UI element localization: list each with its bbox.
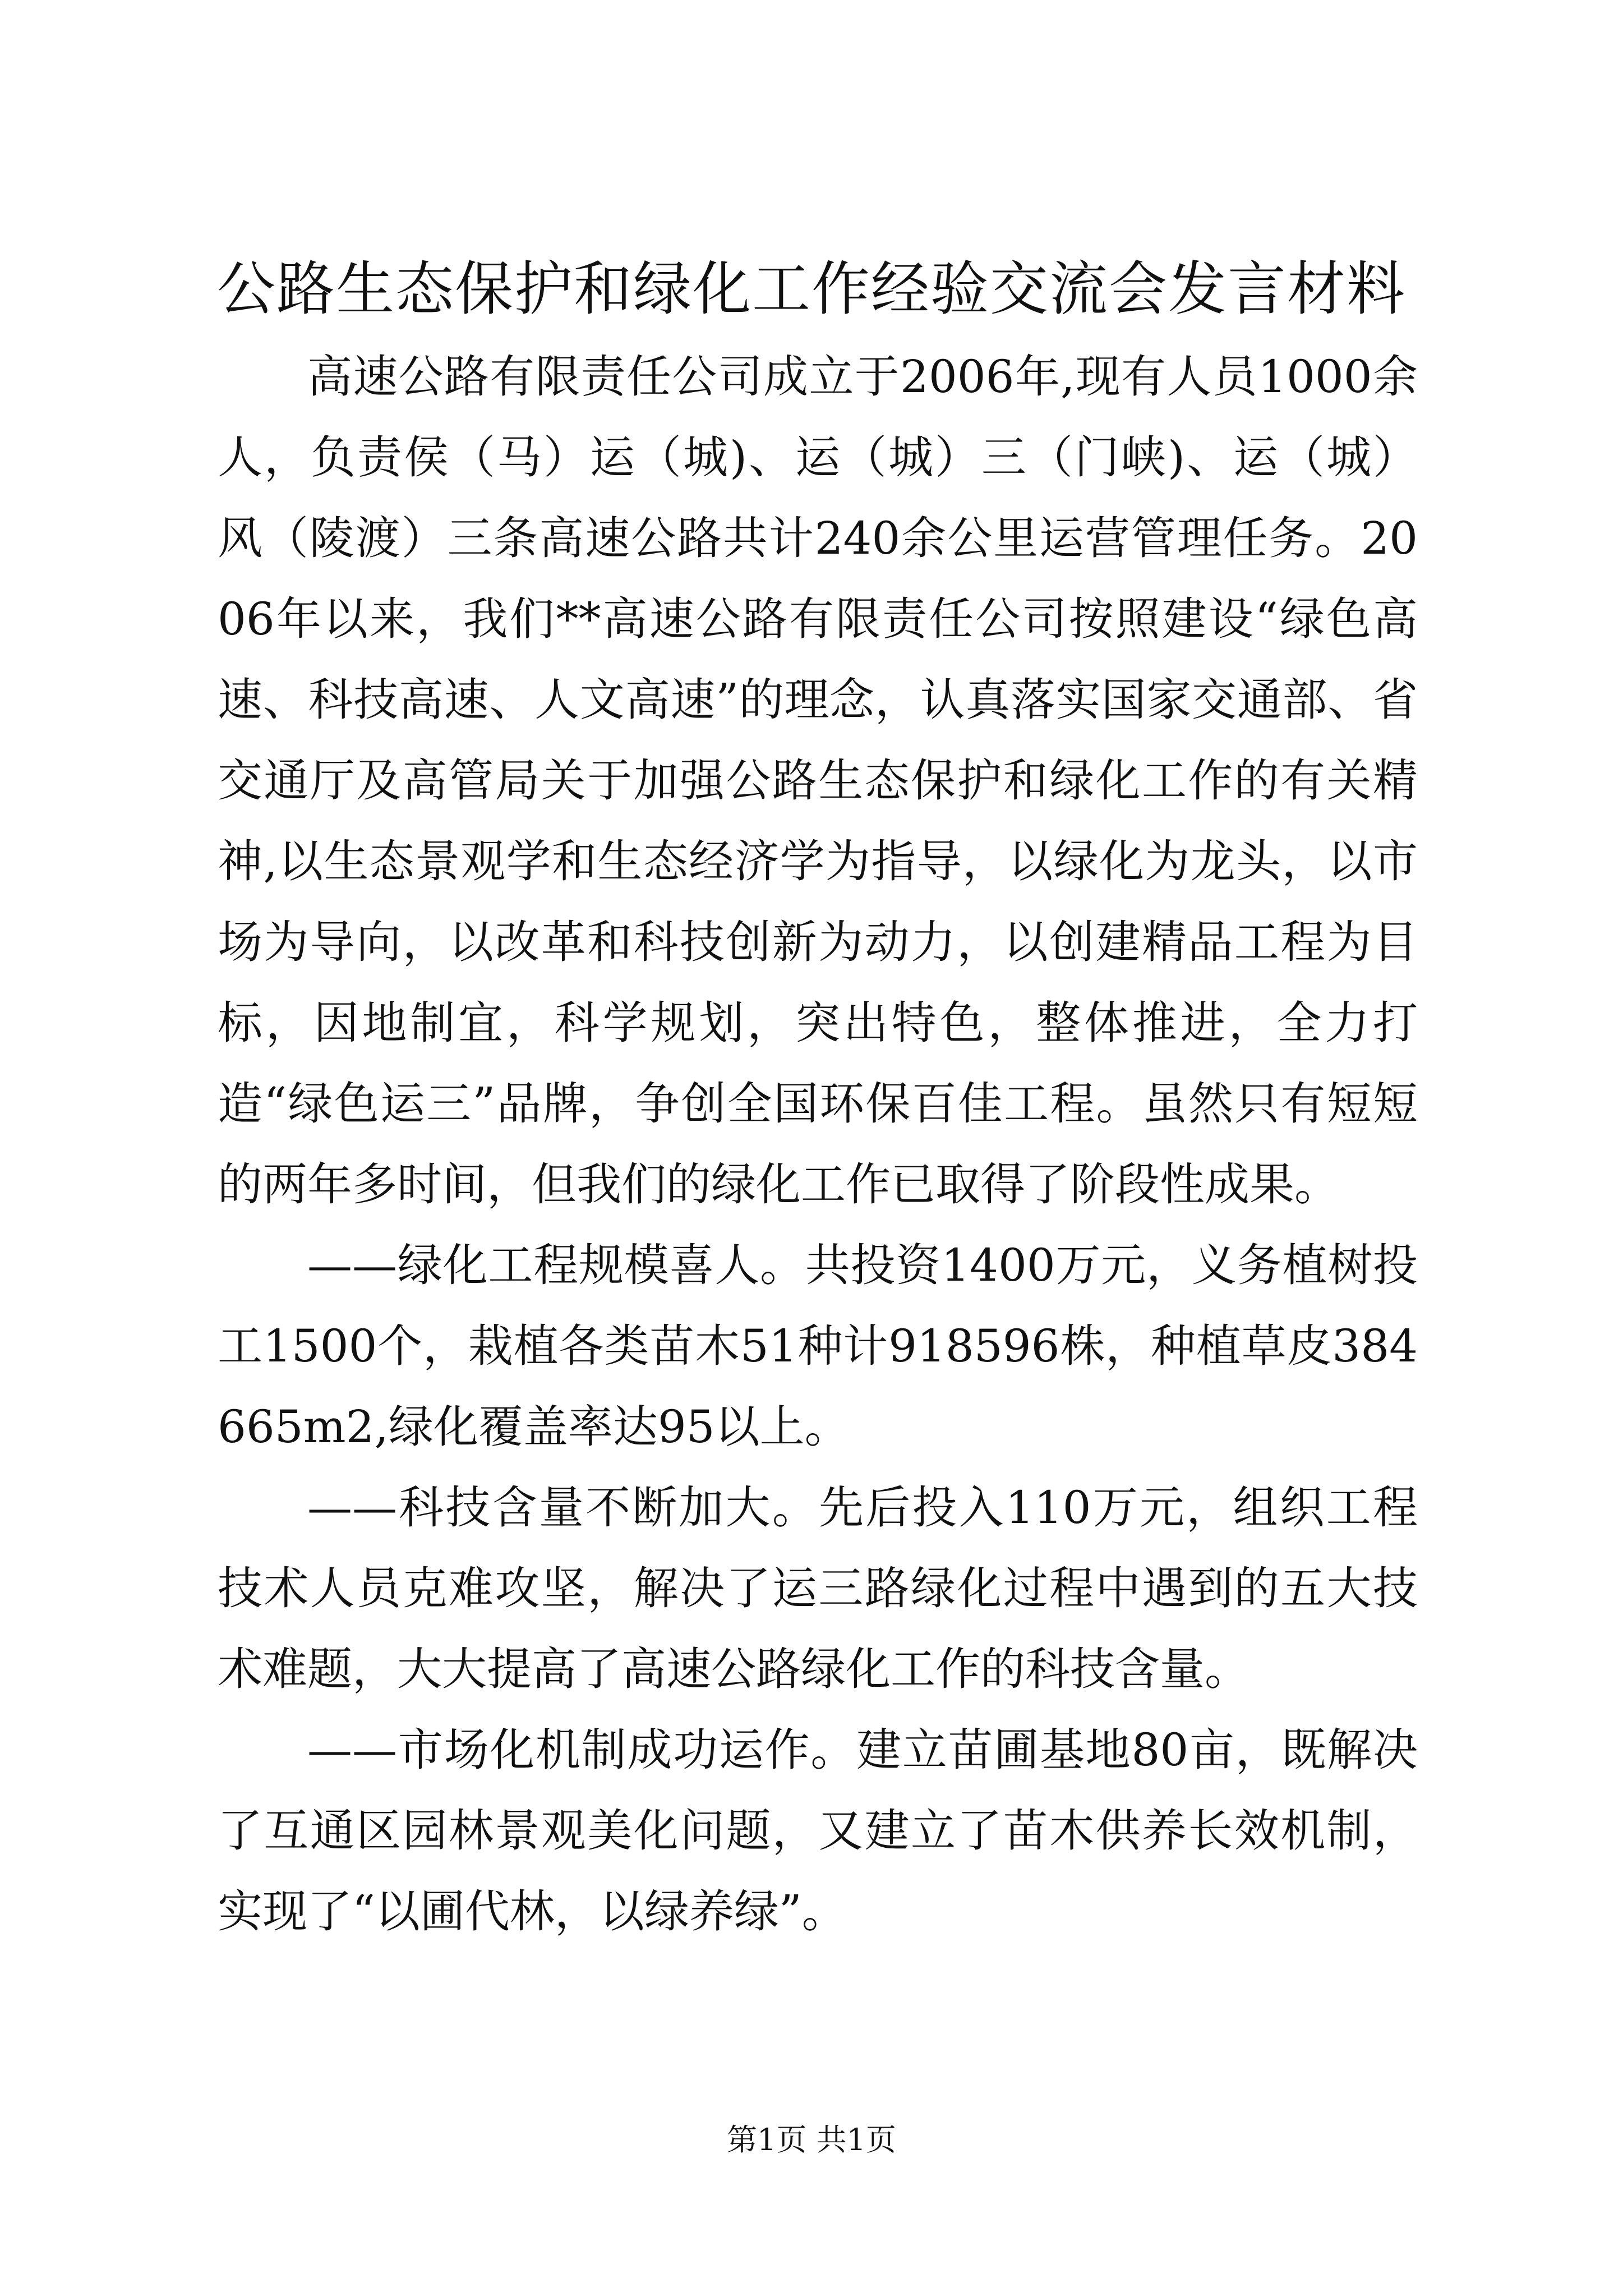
- page-number-footer: 第1页 共1页: [727, 2122, 896, 2157]
- paragraph-intro: 高速公路有限责任公司成立于2006年,现有人员1000余人，负责侯（马）运（城)、运（城）三（门峡)、运（城）风（陵渡）三条高速公路共计240余公里运营管理任务。2006年以来，我们**高速公路有限责任公司按照建设“绿色高速、科技高速、人文高速”的理念，认真落实国家交通部、省交通厅及高管局关于加强公路生态保护和绿化工作的有关精神,以生态景观学和生态经济学为指导，以绿化为龙头，以市场为导向，以改革和科技创新为动力，以创建精品工程为目标，因地制宜，科学规划，突出特色，整体推进，全力打造“绿色运三”品牌，争创全国环保百佳工程。虽然只有短短的两年多时间，但我们的绿化工作已取得了阶段性成果。: [218, 351, 1418, 1211]
- paragraph-technology: ——科技含量不断加大。先后投入110万元，组织工程技术人员克难攻坚，解决了运三路绿化过程中遇到的五大技术难题，大大提高了高速公路绿化工作的科技含量。: [218, 1481, 1418, 1695]
- paragraph-market-mechanism: ——市场化机制成功运作。建立苗圃基地80亩，既解决了互通区园林景观美化问题，又建立了苗木供养长效机制，实现了“以圃代林，以绿养绿”。: [218, 1724, 1418, 1938]
- paragraph-greening-scale: ——绿化工程规模喜人。共投资1400万元，义务植树投工1500个，栽植各类苗木51种计918596株，种植草皮384665m2,绿化覆盖率达95以上。: [218, 1239, 1418, 1453]
- document-body: [218, 337, 1418, 1952]
- document-title: 公路生态保护和绿化工作经验交流会发言材料: [216, 255, 1406, 323]
